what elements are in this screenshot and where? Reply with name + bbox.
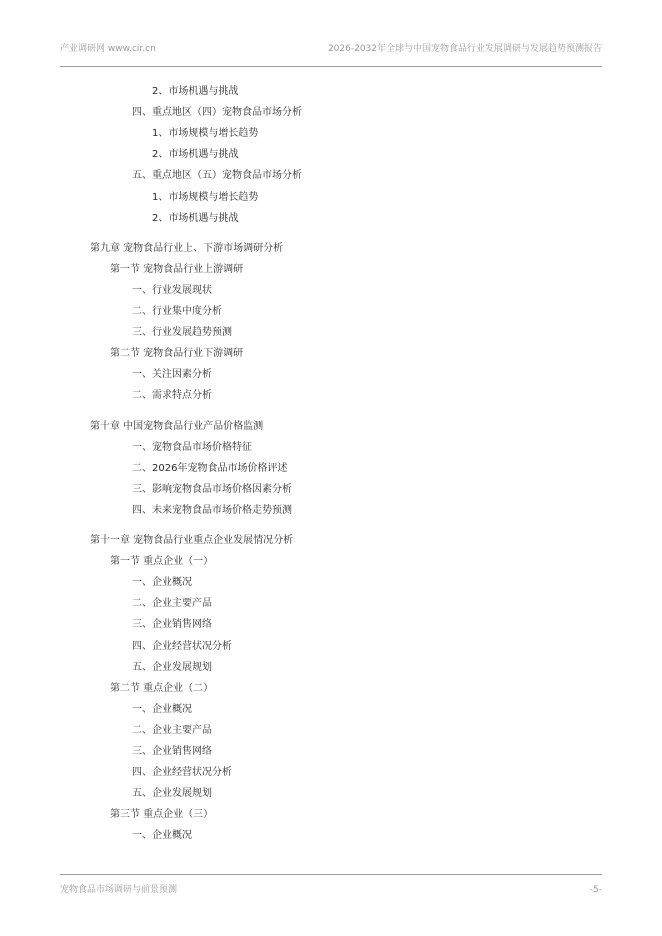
footer-divider (60, 874, 602, 875)
footer-title: 宠物食品市场调研与前景预测 (60, 885, 178, 895)
toc-section: 第二节 宠物食品行业下游调研 (110, 348, 244, 360)
toc-chapter: 第十章 中国宠物食品行业产品价格监测 (90, 420, 264, 432)
toc-item: 三、影响宠物食品市场价格因素分析 (132, 483, 292, 495)
toc-item: 一、关注因素分析 (132, 369, 212, 381)
toc-item: 二、2026年宠物食品市场价格评述 (132, 462, 288, 474)
page-number: -5- (589, 885, 602, 895)
toc-item: 二、需求特点分析 (132, 390, 212, 402)
toc-section: 第二节 重点企业（二） (110, 682, 214, 694)
site-name: 产业调研网 www.cir.cn (60, 44, 156, 54)
toc-chapter: 第十一章 宠物食品行业重点企业发展情况分析 (90, 535, 294, 546)
toc-item: 三、企业销售网络 (132, 619, 212, 631)
toc-item: 三、行业发展趋势预测 (132, 327, 232, 339)
toc-item: 2、市场机遇与挑战 (152, 212, 239, 224)
toc-item: 五、企业发展规划 (132, 661, 212, 673)
toc-section: 第一节 宠物食品行业上游调研 (110, 263, 244, 275)
toc-item: 1、市场规模与增长趋势 (152, 191, 259, 203)
toc-item: 四、企业经营状况分析 (132, 640, 232, 652)
toc-section: 第一节 重点企业（一） (110, 556, 214, 568)
toc-item: 一、企业概况 (132, 830, 192, 842)
toc-item: 2、市场机遇与挑战 (152, 149, 239, 161)
toc-item: 一、行业发展现状 (132, 284, 212, 296)
toc-item: 1、市场规模与增长趋势 (152, 128, 259, 140)
toc-item: 二、企业主要产品 (132, 598, 212, 610)
toc-item: 三、企业销售网络 (132, 746, 212, 757)
toc-item: 一、企业概况 (132, 703, 192, 715)
toc-item: 二、企业主要产品 (132, 724, 212, 736)
report-title: 2026-2032年全球与中国宠物食品行业发展调研与发展趋势预测报告 (327, 44, 602, 54)
toc-section: 第三节 重点企业（三） (110, 809, 214, 821)
toc-item: 四、未来宠物食品市场价格走势预测 (132, 504, 292, 516)
toc-item: 五、企业发展规划 (132, 788, 212, 800)
toc-item: 一、宠物食品市场价格特征 (132, 441, 252, 453)
toc-item: 一、企业概况 (132, 577, 192, 589)
toc-item: 2、市场机遇与挑战 (152, 86, 239, 97)
toc-chapter: 第九章 宠物食品行业上、下游市场调研分析 (90, 242, 284, 254)
toc-item: 五、重点地区（五）宠物食品市场分析 (132, 170, 302, 182)
toc-item: 二、行业集中度分析 (132, 306, 222, 317)
toc-item: 四、企业经营状况分析 (132, 767, 232, 779)
page-footer (60, 883, 602, 897)
toc-item: 四、重点地区（四）宠物食品市场分析 (132, 107, 302, 119)
